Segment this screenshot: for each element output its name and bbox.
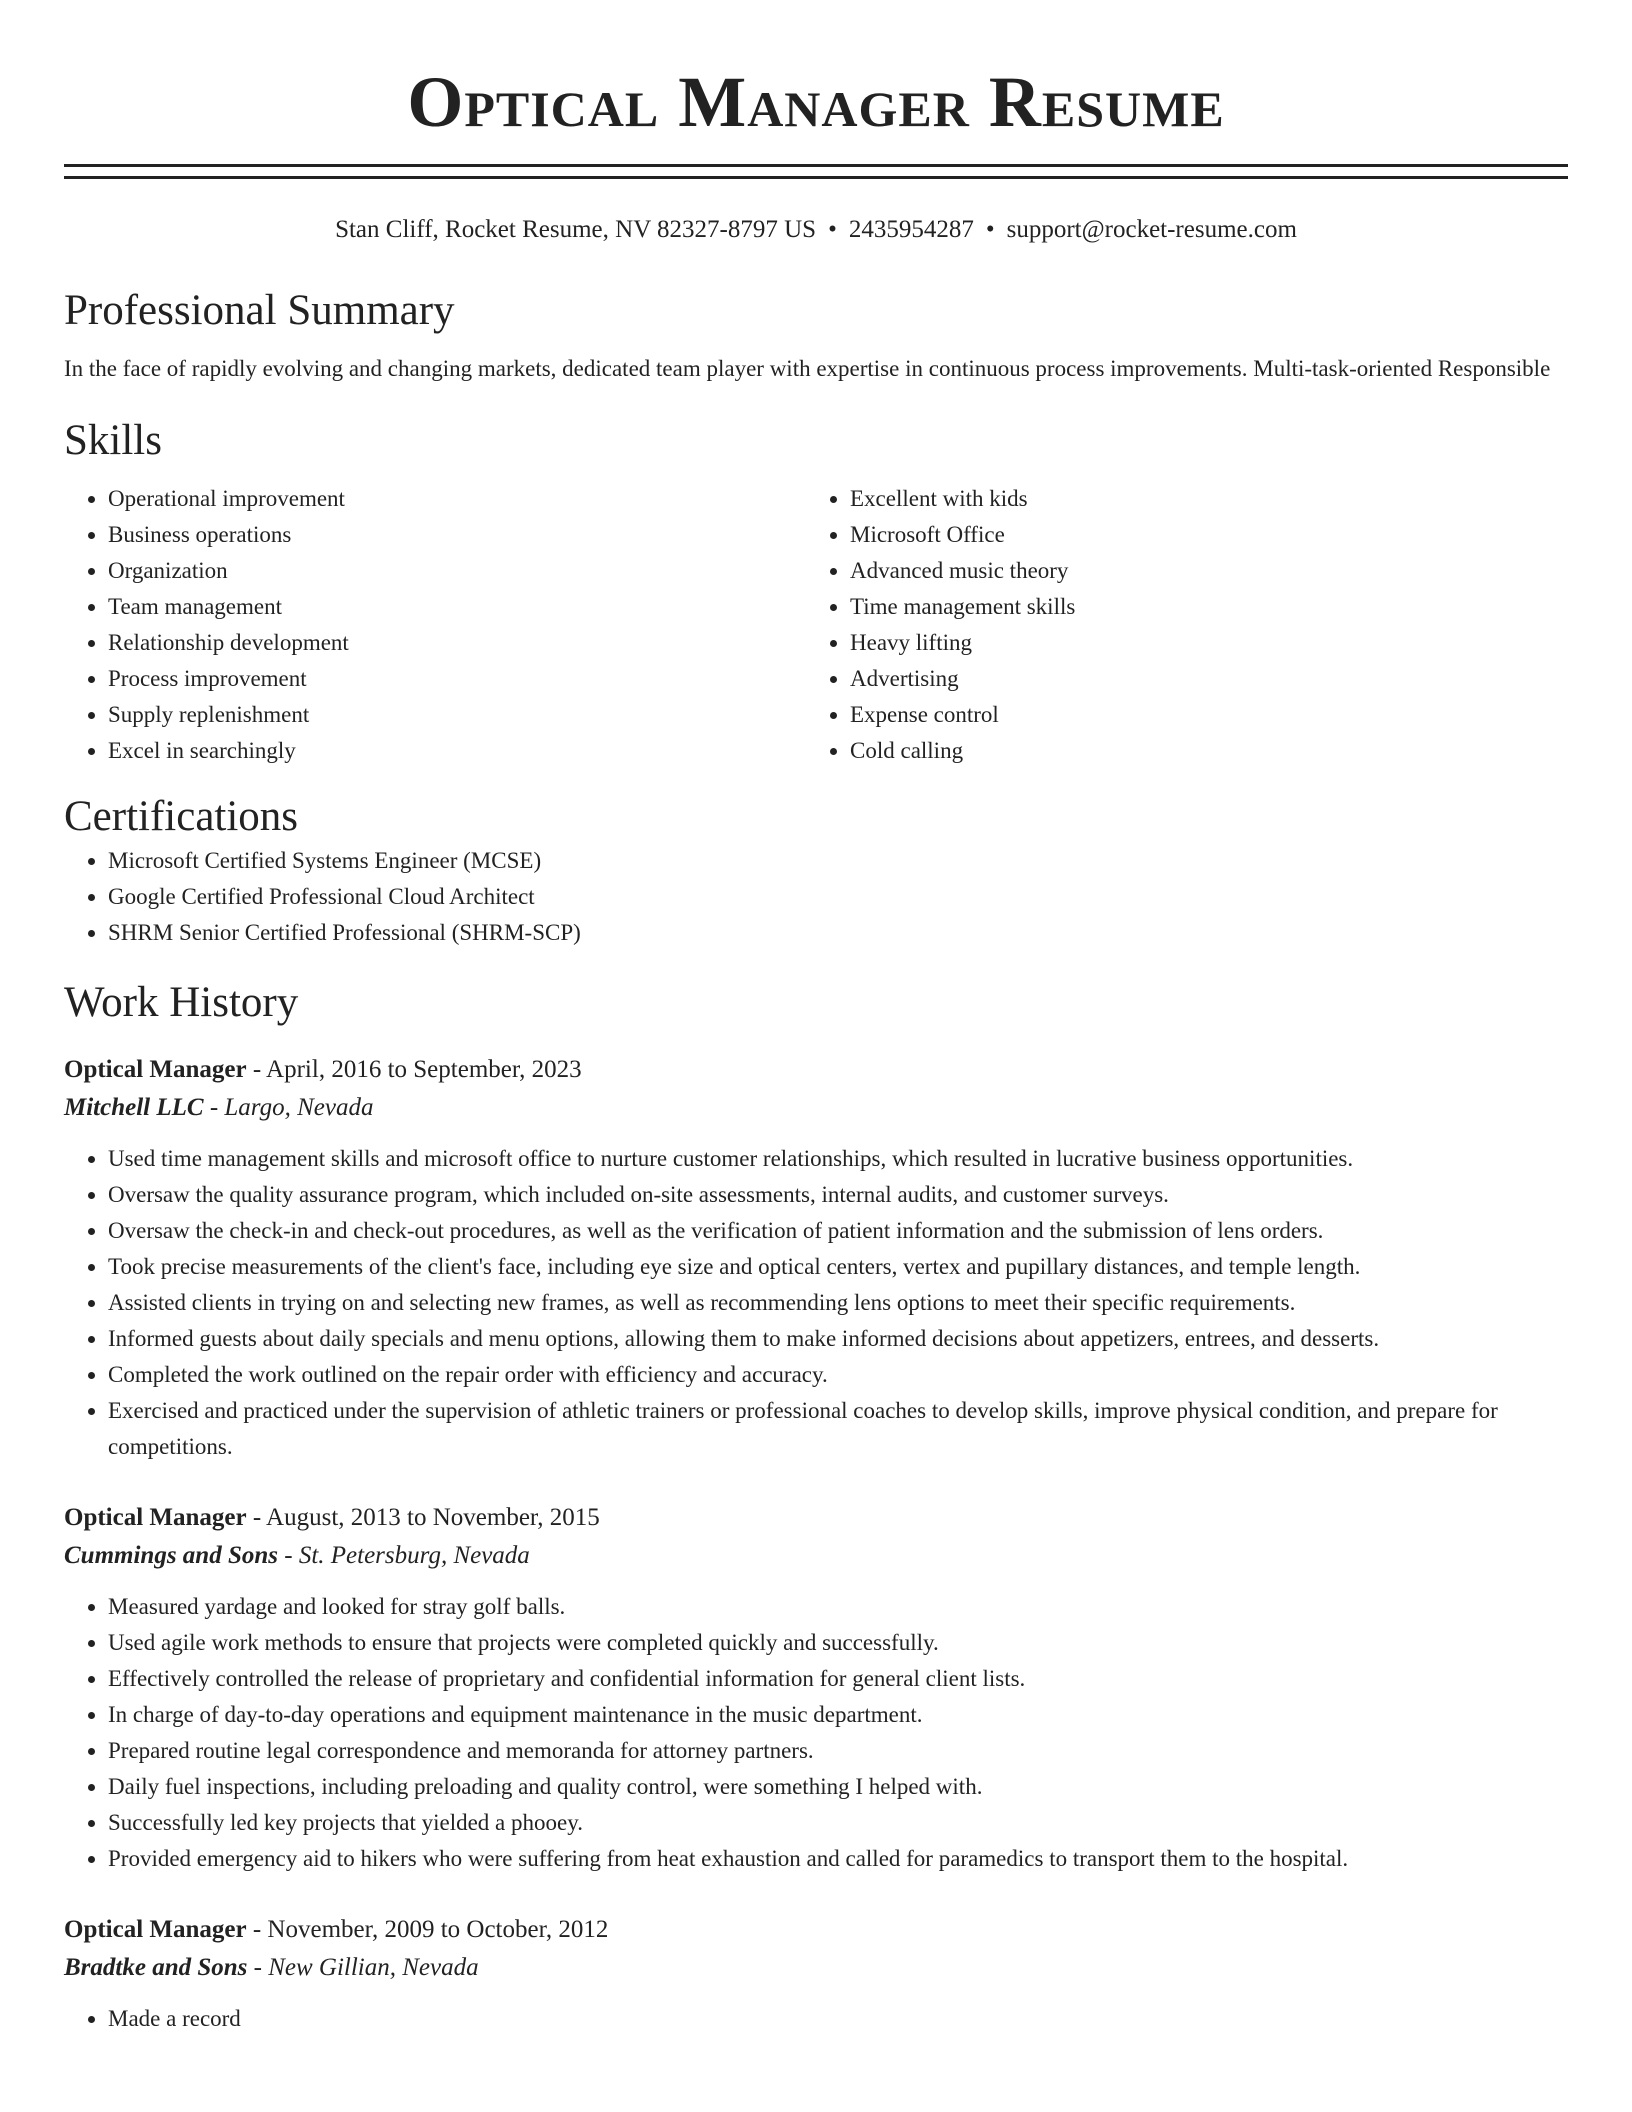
- summary-text: In the face of rapidly evolving and changing markets, dedicated team player with expertise in continuous process improvements. Multi-task-oriented Responsible: [64, 356, 1551, 381]
- skill-item: • Team management: [108, 589, 806, 625]
- job-entry: [64, 1499, 1568, 1877]
- job-role: Optical Manager: [64, 1056, 247, 1083]
- skills-column-left: [64, 481, 806, 769]
- job-company: Bradtke and Sons: [64, 1954, 248, 1981]
- certification-item: • Google Certified Professional Cloud Architect: [108, 879, 1568, 915]
- certification-item: • Microsoft Certified Systems Engineer (MCSE): [108, 843, 1568, 879]
- work-history-list: [64, 1051, 1568, 2037]
- job-company: Mitchell LLC: [64, 1094, 204, 1121]
- skill-item: • Advanced music theory: [850, 553, 1548, 589]
- resume-title: Optical Manager Resume: [407, 62, 1225, 142]
- work-history-heading: Work History: [64, 979, 299, 1026]
- skill-item: • Expense control: [850, 697, 1548, 733]
- job-duties-list: [64, 1141, 1568, 1465]
- job-company: Cummings and Sons: [64, 1542, 278, 1569]
- job-entry: [64, 1911, 1568, 2037]
- job-duty-item: • Used time management skills and microsoft office to nurture customer relationships, which resulted in lucrative business opportunities.: [108, 1141, 1568, 1177]
- certification-item: • SHRM Senior Certified Professional (SHRM-SCP): [108, 915, 1568, 951]
- job-company-line: [64, 1949, 1568, 1987]
- job-dates: - August, 2013 to November, 2015: [246, 1504, 600, 1531]
- skills-grid: [64, 481, 1568, 769]
- job-dates: - April, 2016 to September, 2023: [246, 1056, 582, 1083]
- job-duty-item: • Took precise measurements of the client's face, including eye size and optical centers, vertex and pupillary distances, and temple length.: [108, 1249, 1568, 1285]
- job-duty-item: • Prepared routine legal correspondence and memoranda for attorney partners.: [108, 1733, 1568, 1769]
- job-role: Optical Manager: [64, 1504, 247, 1531]
- job-duty-item: • In charge of day-to-day operations and equipment maintenance in the music department.: [108, 1697, 1568, 1733]
- job-duty-item: • Oversaw the quality assurance program, which included on-site assessments, internal audits, and customer surveys.: [108, 1177, 1568, 1213]
- skills-column-right: [806, 481, 1548, 769]
- job-location: - New Gillian, Nevada: [247, 1954, 479, 1981]
- title-divider: [64, 164, 1568, 179]
- contact-email[interactable]: support@rocket-resume.com: [1006, 216, 1297, 243]
- skill-item: • Relationship development: [108, 625, 806, 661]
- job-dates: - November, 2009 to October, 2012: [246, 1916, 609, 1943]
- job-duty-item: • Effectively controlled the release of proprietary and confidential information for general client lists.: [108, 1661, 1568, 1697]
- skill-item: • Excel in searchingly: [108, 733, 806, 769]
- job-duty-item: • Used agile work methods to ensure that projects were completed quickly and successfully.: [108, 1625, 1568, 1661]
- contact-phone: 2435954287: [848, 216, 974, 243]
- contact-address: Stan Cliff, Rocket Resume, NV 82327-8797 US: [335, 216, 817, 243]
- job-duty-item: • Assisted clients in trying on and selecting new frames, as well as recommending lens options to meet their specific requirements.: [108, 1285, 1568, 1321]
- job-duty-item: • Exercised and practiced under the supervision of athletic trainers or professional coaches to develop skills, improve physical condition, and prepare for competitions.: [108, 1393, 1568, 1465]
- job-duty-item: • Measured yardage and looked for stray golf balls.: [108, 1589, 1568, 1625]
- summary-heading: Professional Summary: [64, 287, 455, 334]
- contact-separator: •: [985, 216, 995, 243]
- skills-list-left: [64, 481, 806, 769]
- job-duty-item: • Completed the work outlined on the repair order with efficiency and accuracy.: [108, 1357, 1568, 1393]
- skill-item: • Business operations: [108, 517, 806, 553]
- skill-item: • Advertising: [850, 661, 1548, 697]
- job-location: - Largo, Nevada: [203, 1094, 374, 1121]
- skill-item: • Process improvement: [108, 661, 806, 697]
- certifications-heading: Certifications: [64, 793, 299, 840]
- skill-item: • Microsoft Office: [850, 517, 1548, 553]
- job-duty-item: • Made a record: [108, 2001, 1568, 2037]
- job-title-line: [64, 1051, 1568, 1089]
- skill-item: • Organization: [108, 553, 806, 589]
- skill-item: • Excellent with kids: [850, 481, 1548, 517]
- contact-separator: •: [828, 216, 837, 243]
- job-location: - St. Petersburg, Nevada: [278, 1542, 530, 1569]
- job-entry: [64, 1051, 1568, 1465]
- job-role: Optical Manager: [64, 1916, 247, 1943]
- contact-line: [64, 215, 1568, 245]
- skill-item: • Cold calling: [850, 733, 1548, 769]
- job-duty-item: • Daily fuel inspections, including preloading and quality control, were something I helped with.: [108, 1769, 1568, 1805]
- job-duties-list: [64, 1589, 1568, 1877]
- job-company-line: [64, 1537, 1568, 1575]
- job-duty-item: • Oversaw the check-in and check-out procedures, as well as the verification of patient information and the submission of lens orders.: [108, 1213, 1568, 1249]
- job-company-line: [64, 1089, 1568, 1127]
- skills-heading: Skills: [64, 417, 162, 464]
- skill-item: • Operational improvement: [108, 481, 806, 517]
- skill-item: • Heavy lifting: [850, 625, 1548, 661]
- job-duties-list: [64, 2001, 1568, 2037]
- certifications-list: [64, 843, 1568, 951]
- skill-item: • Supply replenishment: [108, 697, 806, 733]
- job-title-line: [64, 1911, 1568, 1949]
- skills-list-right: [806, 481, 1548, 769]
- job-title-line: [64, 1499, 1568, 1537]
- job-duty-item: • Provided emergency aid to hikers who were suffering from heat exhaustion and called for paramedics to transport them to the hospital.: [108, 1841, 1568, 1877]
- job-duty-item: • Successfully led key projects that yielded a phooey.: [108, 1805, 1568, 1841]
- skill-item: • Time management skills: [850, 589, 1548, 625]
- job-duty-item: • Informed guests about daily specials and menu options, allowing them to make informed decisions about appetizers, entrees, and desserts.: [108, 1321, 1568, 1357]
